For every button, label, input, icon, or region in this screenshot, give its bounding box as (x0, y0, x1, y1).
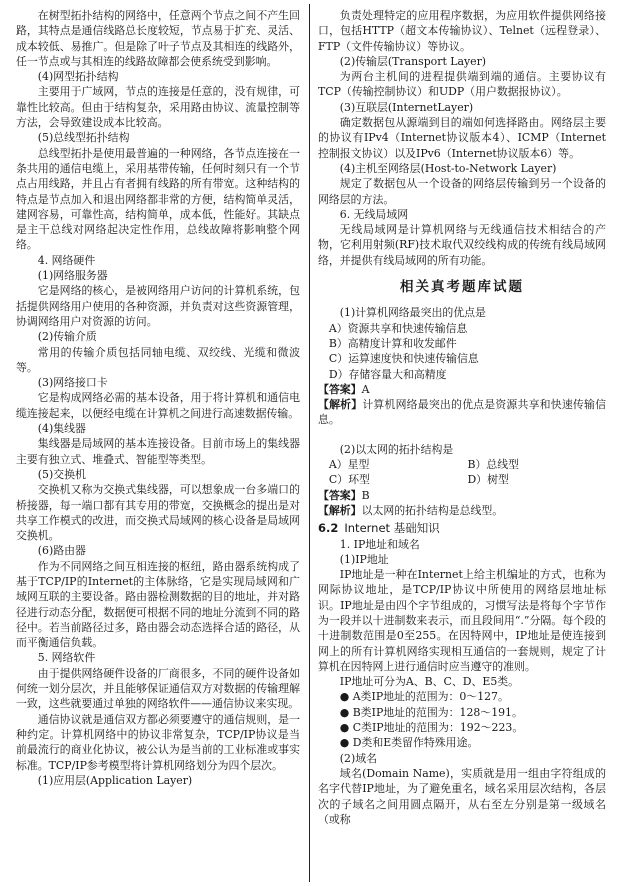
heading: (5)总线型拓扑结构 (37, 131, 130, 145)
option-item: C）环型 (328, 473, 370, 487)
heading: (3)互联层(InternetLayer) (339, 100, 474, 114)
paragraph: 作为不同网络之间互相连接的枢纽，路由器系统构成了基于TCP/IP的Internet的主体脉络，它是实现局域网和广域网互联的主要设备。路由器检测数据的目的地址，并对路径进行动态分配，数据便可根据不同的地址分流到不同的路径中。若当前路径过多，路由器会动态选择合适的路径，从而平衡通信负载。 (16, 559, 300, 650)
heading: (1)网络服务器 (37, 269, 108, 283)
answer-tag: 【答案】 (318, 488, 362, 502)
paragraph: 规定了数据包从一个设备的网络层传输到另一个设备的网络层的方法。 (318, 177, 606, 206)
paragraph: 主要用于广域网，节点的连接是任意的，没有规律，可靠性比较高。但由于结构复杂，采用路由协议、流量控制等方法，会导致建设成本比较高。 (16, 85, 300, 130)
heading: (2)传输层(Transport Layer) (339, 54, 487, 68)
heading: (2)以太网的拓扑结构是 (339, 442, 454, 456)
paragraph: 交换机又称为交换式集线器，可以想象成一台多端口的桥接器，每一端口都有其专用的带宽，交换概念的提出是对共享工作模式的改进，而交换式局域网的核心设备是局域网交换机。 (16, 483, 300, 543)
paragraph: 通信协议就是通信双方都必须要遵守的通信规则，是一种约定。计算机网络中的协议非常复杂，TCP/IP协议是当前最流行的商业化协议，被公认为是当前的工业标准或事实标准。TCP/IP参考模型将计算机网络划分为四个层次。 (16, 712, 300, 772)
answer-tag: 【解析】 (318, 503, 362, 517)
option-row (318, 472, 606, 487)
answer-line (318, 488, 606, 503)
paragraph: 域名(Domain Name)，实质就是用一组由字符组成的名字代替IP地址，为了避免重名，域名采用层次结构，各层次的子域名之间用圆点隔开，从右至左分别是第一级域名（或称 (318, 766, 606, 826)
left-column (16, 8, 300, 788)
answer-text: 以太网的拓扑结构是总线型。 (361, 503, 504, 517)
answer-line (318, 503, 606, 518)
paragraph: 集线器是局域网的基本连接设备。目前市场上的集线器主要有独立式、堆叠式、智能型等类型。 (16, 437, 300, 466)
section-number: 6.2 (318, 521, 339, 536)
column-divider (309, 4, 310, 882)
heading: (4)主机至网络层(Host-to-Network Layer) (339, 161, 557, 175)
paragraph: 由于提供网络硬件设备的厂商很多，不同的硬件设备如何统一划分层次，并且能够保证通信双方对数据的传输理解一致，这些就要通过单独的网络软件——通信协议来实现。 (16, 666, 300, 711)
heading: 1. IP地址和域名 (339, 537, 420, 551)
spacer (318, 428, 606, 442)
paragraph: 确定数据包从源端到目的端如何选择路由。网络层主要的协议有IPv4（Internet协议版本4）、ICMP（Internet控制报文协议）以及IPv6（Internet协议版本6）等。 (318, 116, 606, 160)
option-row (318, 457, 606, 472)
option-item: A）资源共享和快速传输信息 (328, 321, 468, 335)
answer-line (318, 382, 606, 397)
bullet-item: ● D类和E类留作特殊用途。 (339, 736, 479, 750)
heading: (2)域名 (339, 751, 378, 765)
option-item: A）星型 (328, 458, 370, 472)
answer-line (318, 397, 606, 428)
heading: (5)交换机 (37, 467, 86, 481)
heading: 5. 网络软件 (37, 651, 96, 665)
heading: 4. 网络硬件 (37, 253, 96, 267)
paragraph: 常用的传输介质包括同轴电缆、双绞线、光缆和微波等。 (16, 345, 300, 374)
option-item: D）树型 (467, 473, 509, 487)
bullet-item: ● B类IP地址的范围为：128～191。 (339, 705, 523, 719)
heading: (6)路由器 (37, 544, 86, 558)
heading: IP地址可分为A、B、C、D、E5类。 (339, 675, 520, 689)
answer-tag: 【解析】 (318, 398, 363, 412)
heading: (4)网型拓扑结构 (37, 70, 119, 84)
bullet-item: ● A类IP地址的范围为：0～127。 (339, 690, 509, 704)
bullet-item: ● C类IP地址的范围为：192～223。 (339, 721, 524, 735)
answer-text: B (361, 488, 370, 502)
paragraph: 为两台主机间的进程提供端到端的通信。主要协议有TCP（传输控制协议）和UDP（用户数据报协议）。 (318, 70, 606, 99)
heading: (4)集线器 (37, 422, 86, 436)
paragraph: 它是网络的核心，是被网络用户访问的计算机系统，包括提供网络用户使用的各种资源，并负责对这些资源管理，协调网络用户对资源的访问。 (16, 284, 300, 328)
section-heading-text: Internet 基础知识 (344, 521, 440, 536)
section-title: 相关真考题库试题 (400, 279, 524, 296)
option-item: C）运算速度快和快速传输信息 (328, 352, 479, 366)
paragraph: IP地址是一种在Internet上给主机编址的方式，也称为网际协议地址，是TCP/IP协议中所使用的网络层地址标识。IP地址是由四个字节组成的，习惯写法是将每个字节作为一段并以十进制数来表示，而且段间用“.”分隔。每个段的十进制数范围是0至255。在因特网中，IP地址是使连接到网上的所有计算机网络实现相互通信的一套规则，规定了计算机在因特网上进行通信时应当遵守的准则。 (318, 568, 606, 673)
paragraph: 它是构成网络必需的基本设备，用于将计算机和通信电缆连接起来，以便经电缆在计算机之间进行高速数据传输。 (16, 391, 300, 420)
heading: (1)计算机网络最突出的优点是 (339, 306, 486, 320)
option-item: D）存储容量大和高精度 (328, 367, 447, 381)
right-column (318, 8, 606, 827)
answer-text: A (361, 382, 370, 396)
paragraph: 无线局域网是计算机网络与无线通信技术相结合的产物，它利用射频(RF)技术取代双绞线构成的传统有线局域网络，并提供有线局域网的所有功能。 (318, 223, 606, 267)
answer-tag: 【答案】 (318, 382, 362, 396)
heading: (3)网络接口卡 (37, 376, 108, 390)
section-heading (318, 521, 606, 536)
paragraph: 在树型拓扑结构的网络中，任意两个节点之间不产生回路，其特点是通信线路总长度较短，节点易于扩充、灵活、成本较低、易推广。但是除了叶子节点及其相连的线路外，任一节点或与其相连的线路故障都会使系统受到影响。 (16, 9, 300, 68)
heading: 6. 无线局域网 (339, 207, 409, 221)
paragraph: 总线型拓扑是使用最普遍的一种网络，各节点连接在一条共用的通信电缆上，采用基带传输，任何时刻只有一个节点占用线路，并且占有者拥有线路的所有带宽。这种结构的特点是节点加入和退出网络都非常的方便，结构简单灵活，建网容易，可靠性高，结构简单，成本低，性能好。其缺点是主干总线对网络起决定性作用，总线故障将影响整个网络。 (16, 146, 300, 252)
heading: (1)应用层(Application Layer) (37, 773, 193, 787)
paragraph: 负责处理特定的应用程序数据，为应用软件提供网络接口，包括HTTP（超文本传输协议）、Telnet（远程登录）、FTP（文件传输协议）等协议。 (318, 9, 606, 53)
option-item: B）高精度计算和收发邮件 (328, 336, 457, 350)
option-item: B）总线型 (467, 458, 520, 472)
heading: (2)传输介质 (37, 330, 97, 344)
heading: (1)IP地址 (339, 552, 389, 566)
answer-text: 计算机网络最突出的优点是资源共享和快速传输信息。 (318, 398, 606, 427)
